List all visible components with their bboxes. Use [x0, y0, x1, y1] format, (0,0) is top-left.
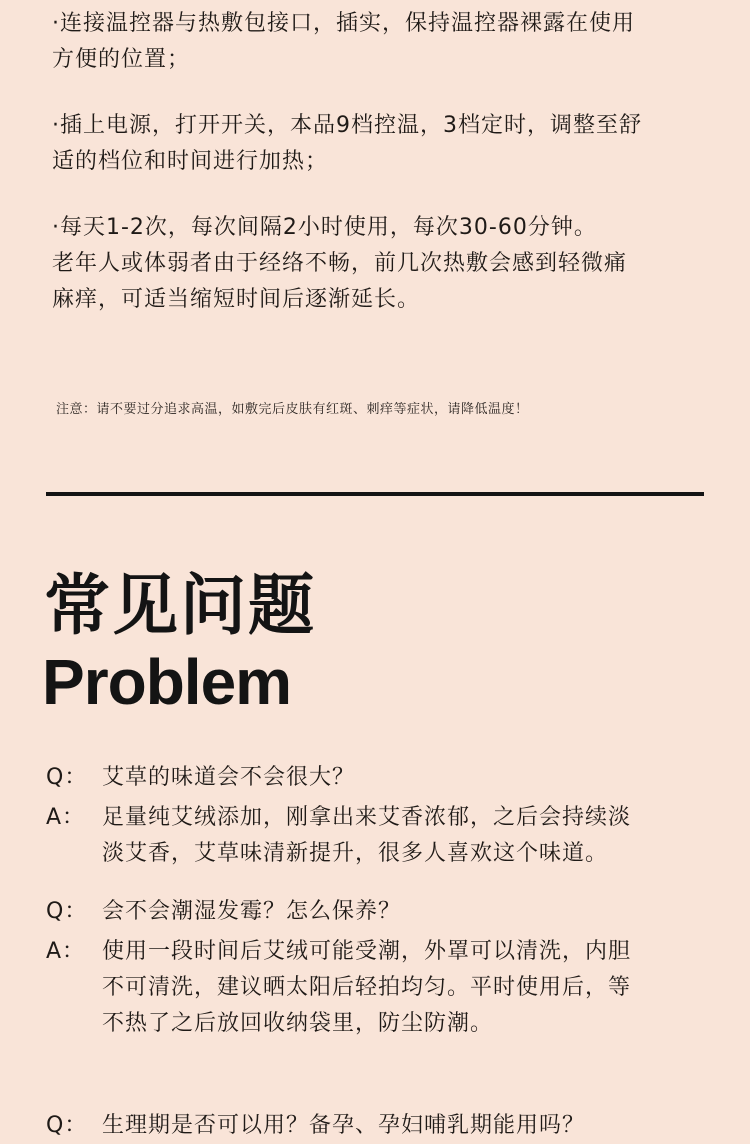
usage-line: ·连接温控器与热敷包接口，插实，保持温控器裸露在使用: [52, 11, 635, 36]
faq-question: [46, 760, 706, 796]
usage-item-power: [46, 108, 696, 180]
usage-line: 方便的位置；: [52, 47, 191, 72]
answer-line: 足量纯艾绒添加，刚拿出来艾香浓郁，之后会持续淡: [102, 805, 632, 830]
section-divider: [46, 492, 704, 496]
faq-question: [46, 894, 706, 930]
faq-item-mold: [46, 894, 706, 1042]
answer-tag: A：: [46, 939, 86, 964]
answer-line: 不热了之后放回收纳袋里，防尘防潮。: [102, 1011, 494, 1036]
question-tag: Q：: [46, 1113, 88, 1138]
usage-instructions: [46, 6, 696, 318]
question-text: 艾草的味道会不会很大？: [102, 765, 356, 790]
usage-item-frequency: [46, 210, 696, 318]
question-text: 生理期是否可以用？备孕、孕妇哺乳期能用吗？: [102, 1113, 586, 1138]
usage-line: 适的档位和时间进行加热；: [52, 149, 329, 174]
faq-title-chinese: 常见问题: [44, 567, 316, 644]
usage-item-connect: [46, 6, 696, 78]
faq-answer: [46, 934, 706, 1042]
faq-question-partial: [46, 1108, 585, 1144]
question-tag: Q：: [46, 765, 88, 790]
usage-line: ·每天1-2次，每次间隔2小时使用，每次30-60分钟。: [52, 215, 597, 240]
answer-text: [102, 934, 631, 1042]
usage-line: 老年人或体弱者由于经络不畅，前几次热敷会感到轻微痛: [52, 251, 628, 276]
question-tag: Q：: [46, 899, 88, 924]
answer-tag: A：: [46, 805, 86, 830]
usage-line: 麻痒，可适当缩短时间后逐渐延长。: [52, 287, 421, 312]
faq-answer: [46, 800, 706, 872]
faq-title-english: Problem: [42, 646, 292, 718]
answer-line: 使用一段时间后艾绒可能受潮，外罩可以清洗，内胆: [102, 939, 632, 964]
question-text: 会不会潮湿发霉？怎么保养？: [102, 899, 402, 924]
usage-line: ·插上电源，打开开关，本品9档控温，3档定时，调整至舒: [52, 113, 642, 138]
faq-item-smell: [46, 760, 706, 872]
faq-list: [46, 760, 706, 1042]
answer-line: 淡艾香，艾草味清新提升，很多人喜欢这个味道。: [102, 841, 609, 866]
caution-note: 注意：请不要过分追求高温，如敷完后皮肤有红斑、刺痒等症状，请降低温度！: [56, 402, 529, 417]
answer-text: [102, 800, 631, 872]
answer-line: 不可清洗，建议晒太阳后轻拍均匀。平时使用后，等: [102, 975, 632, 1000]
